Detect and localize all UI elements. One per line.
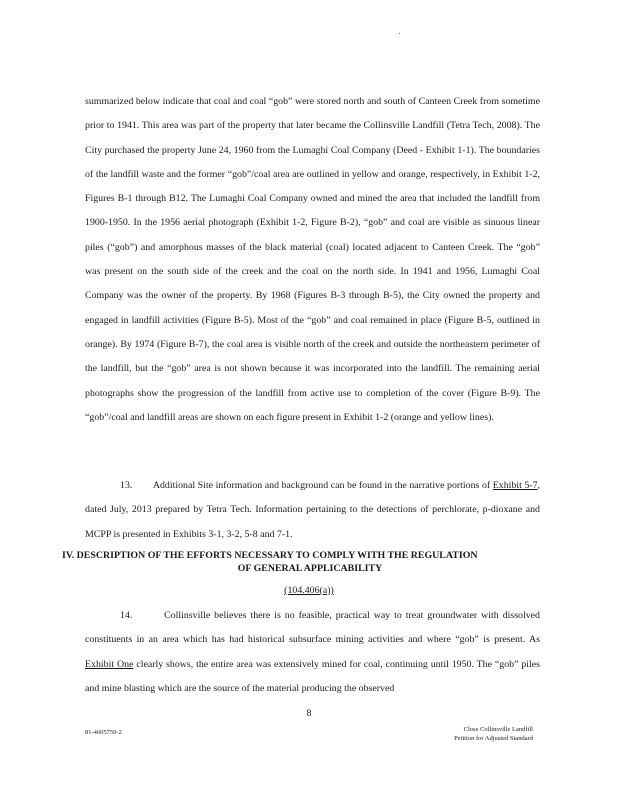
scan-mark [399, 33, 400, 34]
paragraph-13-text-a: Additional Site information and background can be found in the narrative portions of [152, 480, 491, 491]
footer-title-line2: Petition for Adjusted Standard [454, 735, 533, 742]
footer-title [454, 725, 533, 743]
section-reference-text: (104.406(a)) [284, 585, 334, 596]
exhibit-one-reference: Exhibit One [85, 658, 134, 670]
paragraph-14-number: 14. [120, 610, 133, 621]
page-number: 8 [306, 708, 312, 719]
document-id: 81-4605759-2 [85, 729, 122, 736]
paragraph-14-text-a: Collinsville believes there is no feasible, practical way to treat groundwater with dissolved constituents in an area which has had historical subsurface mining activities and where “gob” is present. As [85, 610, 540, 646]
paragraph-13-text-b: , dated July, 2013 prepared by Tetra Tech. Information pertaining to the detections of perchlorate, p-dioxane and MCPP is presented in Exhibits 3-1, 3-2, 5-8 and 7-1. [85, 480, 541, 540]
paragraph-14-text-b: clearly shows, the entire area was extensively mined for coal, continuing until 1950. The “gob” piles and mine blasting which are the source of the material producing the observed [85, 658, 541, 694]
paragraph-13 [85, 474, 540, 547]
paragraph-continued-text: summarized below indicate that coal and coal “gob” were stored north and south of Canteen Creek from sometime prior to 1941. This area was part of the property that later became the Collinsville Landfill (Tetra Tech, 2008). The City purchased the property June 24, 1960 from the Lumaghi Coal Company (Deed - Exhibit 1-1). The boundaries of the landfill waste and the former “gob”/coal area are outlined in yellow and orange, respectively, in Exhibit 1-2, Figures B-1 through B12. The Lumaghi Coal Company owned and mined the area that included the landfill from 1900-1950. In the 1956 aerial photograph (Exhibit 1-2, Figure B-2), “gob” and coal are visible as sinuous linear piles (“gob”) and amorphous masses of the black material (coal) located adjacent to Canteen Creek. The “gob” was present on the south side of the creek and the coal on the north side. In 1941 and 1956, Lumaghi Coal Company was the owner of the property. By 1968 (Figures B-3 through B-5), the City owned the property and engaged in landfill activities (Figure B-5). Most of the “gob” and coal remained in place (Figure B-5, outlined in orange). By 1974 (Figure B-7), the coal area is visible north of the creek and outside the northeastern perimeter of the landfill, but the “gob” area is not shown because it was incorporated into the landfill. The remaining aerial photographs show the progression of the landfill from active use to completion of the cover (Figure B-9). The “gob”/coal and landfill areas are shown on each figure present in Exhibit 1-2 (orange and yellow lines). [85, 96, 540, 423]
paragraph-13-number: 13. [120, 480, 133, 491]
exhibit-5-7-reference: Exhibit 5-7 [492, 480, 538, 491]
paragraph-14 [85, 604, 540, 701]
section-heading-line2: OF GENERAL APPLICABILITY [237, 562, 383, 574]
section-reference [0, 584, 618, 598]
paragraph-continued [85, 90, 540, 430]
section-heading-line1: IV. DESCRIPTION OF THE EFFORTS NECESSARY TO COMPLY WITH THE REGULATION [62, 550, 478, 561]
footer-title-line1: Close Collinsville Landfill [463, 726, 533, 733]
section-heading [60, 550, 560, 575]
